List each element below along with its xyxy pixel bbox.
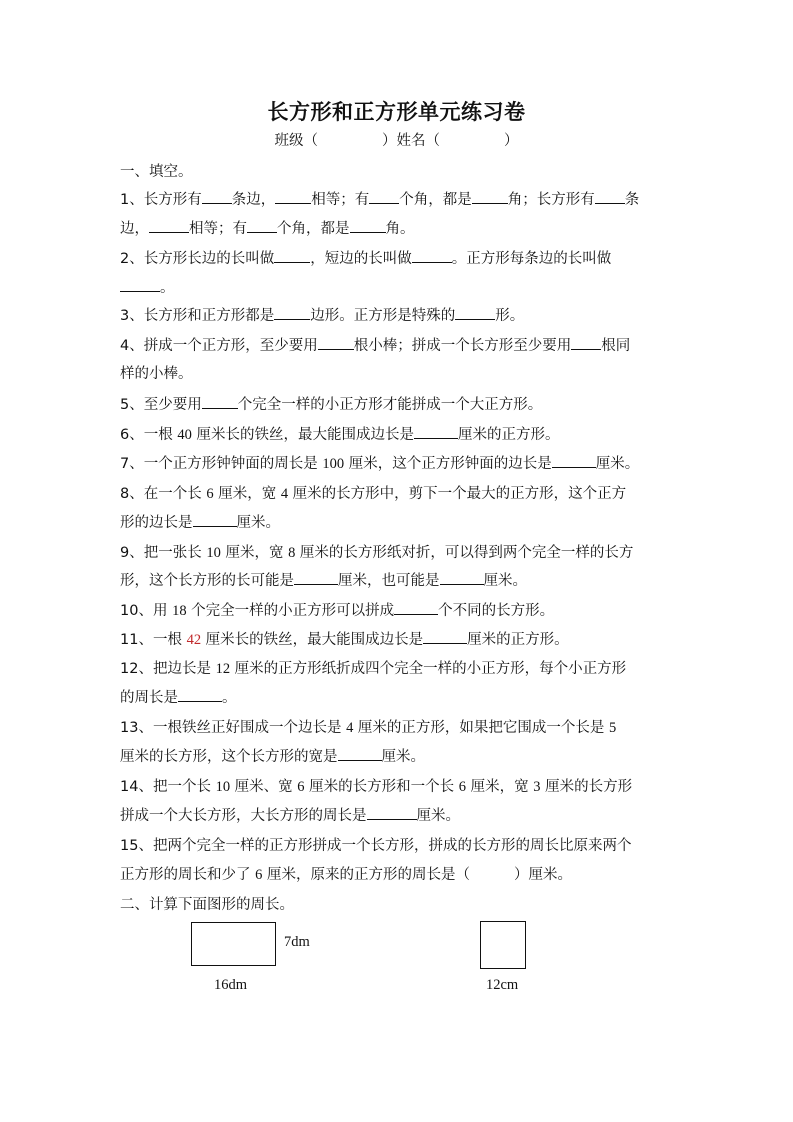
answer-blank[interactable] [440,570,484,585]
question-3 [120,304,680,325]
highlighted-number: 42 [186,632,202,648]
text: 厘米。 [595,456,640,472]
text: 厘米。 [236,515,280,531]
answer-blank[interactable] [247,218,277,233]
text: 2、长方形长边的长叫做 [120,251,275,267]
question-5 [120,393,680,414]
answer-blank[interactable] [178,687,222,702]
text: 边， [120,221,149,237]
question-11 [120,628,680,649]
number: 100 [322,456,345,472]
text: 13、一根铁丝正好围成一个边长是 [120,720,342,736]
question-13-line-2 [120,745,680,766]
text: 厘米。 [381,749,425,765]
text: 4、拼成一个正方形，至少要用 [120,338,318,354]
text: 厘米的长方形中，剪下一个最大的正方形，这个正方 [292,486,627,502]
text: 的周长是 [120,690,178,706]
text: 厘米，原来的正方形的周长是（ [266,867,470,883]
question-8-line-1 [120,482,680,503]
text: 厘米，宽 [218,486,277,502]
text: 。正方形每条边的长叫做 [451,251,612,267]
number: 4 [346,720,354,736]
text: 样的小棒。 [120,366,193,382]
text: 厘米长的铁丝，最大能围成边长是 [196,427,414,443]
text: 3、长方形和正方形都是 [120,308,275,324]
answer-blank[interactable] [338,746,382,761]
text: 根同 [601,338,631,354]
text: 厘米的长方形和一个长 [309,779,455,795]
question-10 [120,599,680,620]
answer-blank[interactable] [120,277,160,292]
question-2-line-2 [120,276,680,297]
text: 1、长方形有 [120,192,202,208]
text: 厘米，这个正方形钟面的边长是 [348,456,552,472]
number: 6 [206,486,214,502]
text: 个完全一样的小正方形可以拼成 [191,603,395,619]
question-12-line-2 [120,686,680,707]
answer-blank[interactable] [350,218,386,233]
square-figure [480,921,526,969]
section-heading-perimeter: 二、计算下面图形的周长。 [120,897,294,913]
text: 。 [222,690,237,706]
question-7 [120,452,680,473]
answer-blank[interactable] [414,424,458,439]
number: 6 [458,779,466,795]
text: 个不同的长方形。 [438,603,555,619]
text: 个完全一样的小正方形才能拼成一个大正方形。 [237,397,543,413]
text: 条边， [231,192,276,208]
answer-blank[interactable] [412,248,452,263]
question-1-line-2 [120,217,680,238]
text: 14、把一个长 [120,779,211,795]
name-label: ）姓名（ [382,133,440,149]
text: 厘米，宽 [470,779,529,795]
answer-blank[interactable] [274,248,310,263]
text: 15、把两个完全一样的正方形拼成一个长方形，拼成的长方形的周长比原来两个 [120,838,632,854]
number: 6 [255,867,263,883]
text: 10、用 [120,603,168,619]
text: 厘米，宽 [225,545,284,561]
answer-blank[interactable] [552,453,596,468]
question-15-line-2 [120,863,680,884]
answer-blank[interactable] [455,305,495,320]
square-side-label: 12cm [486,977,519,993]
text: 厘米的正方形，如果把它围成一个长是 [357,720,605,736]
question-9-line-1 [120,541,680,562]
question-9-line-2 [120,569,680,590]
question-1-line-1 [120,188,680,209]
number: 40 [177,427,192,443]
number: 10 [215,779,231,795]
text: 厘米长的铁丝，最大能围成边长是 [205,632,424,648]
text: 厘米、宽 [234,779,293,795]
question-15-line-1 [120,834,680,855]
text: 9、把一张长 [120,545,202,561]
text: 厘米的正方形。 [457,427,560,443]
text: 厘米，也可能是 [338,573,440,589]
rectangle-height-label: 7dm [284,934,310,950]
text: 厘米的长方形 [545,779,633,795]
answer-blank[interactable] [294,570,338,585]
name-close: ） [504,133,519,149]
number: 18 [172,603,187,619]
text: 5、至少要用 [120,397,202,413]
text: 厘米的正方形。 [467,632,569,648]
student-info [0,129,793,150]
text: 。 [160,280,175,296]
text: 7、一个正方形钟钟面的周长是 [120,456,318,472]
text: 条 [624,192,640,208]
number: 12 [215,661,231,677]
text: 12、把边长是 [120,661,211,677]
section-heading-fill-blank: 一、填空。 [120,164,193,180]
number: 8 [288,545,296,561]
question-4-line-2 [120,362,680,383]
number: 3 [533,779,541,795]
answer-blank[interactable] [595,189,625,204]
text: 个角，都是 [277,221,350,237]
text: 形的边长是 [120,515,193,531]
answer-blank[interactable] [472,189,508,204]
text: 11、一根 [120,632,182,648]
text: 角。 [385,221,415,237]
number: 5 [609,720,617,736]
text: 相等；有 [311,192,370,208]
text: 厘米的正方形纸折成四个完全一样的小正方形，每个小正方形 [234,661,627,677]
text: ，短边的长叫做 [310,251,412,267]
text: 角；长方形有 [507,192,595,208]
class-label: 班级（ [274,133,318,149]
question-6 [120,423,680,444]
number: 4 [280,486,289,502]
answer-blank[interactable] [423,629,467,644]
text: 厘米。 [483,573,527,589]
text: ）厘米。 [513,867,572,883]
answer-blank[interactable] [274,305,310,320]
text: 个角，都是 [399,192,472,208]
text: 根小棒；拼成一个长方形至少要用 [353,338,572,354]
question-13-line-1 [120,716,680,737]
answer-blank[interactable] [369,189,399,204]
text: 拼成一个大长方形，大长方形的周长是 [120,808,367,824]
answer-blank[interactable] [367,805,417,820]
answer-blank[interactable] [318,335,354,350]
text: 厘米的长方形，这个长方形的宽是 [120,749,338,765]
answer-blank[interactable] [149,218,189,233]
answer-blank[interactable] [193,512,237,527]
rectangle-figure [191,922,276,966]
answer-blank[interactable] [394,600,438,615]
page-title: 长方形和正方形单元练习卷 [267,100,526,124]
question-8-line-2 [120,511,680,532]
number: 6 [297,779,305,795]
answer-blank[interactable] [202,189,232,204]
text: 正方形的周长和少了 [120,867,251,883]
text: 形。 [495,308,525,324]
text: 形，这个长方形的长可能是 [120,573,294,589]
answer-blank[interactable] [202,394,238,409]
answer-blank[interactable] [571,335,601,350]
question-4-line-1 [120,334,680,355]
question-12-line-1 [120,657,680,678]
number: 10 [206,545,221,561]
question-14-line-2 [120,804,680,825]
text: 厘米。 [416,808,460,824]
answer-blank[interactable] [275,189,311,204]
question-14-line-1 [120,775,680,796]
text: 相等；有 [189,221,247,237]
rectangle-width-label: 16dm [214,977,248,993]
text: 厘米的长方形纸对折，可以得到两个完全一样的长方 [299,545,634,561]
text: 6、一根 [120,427,173,443]
text: 8、在一个长 [120,486,202,502]
text: 边形。正方形是特殊的 [310,308,456,324]
question-2-line-1 [120,247,680,268]
